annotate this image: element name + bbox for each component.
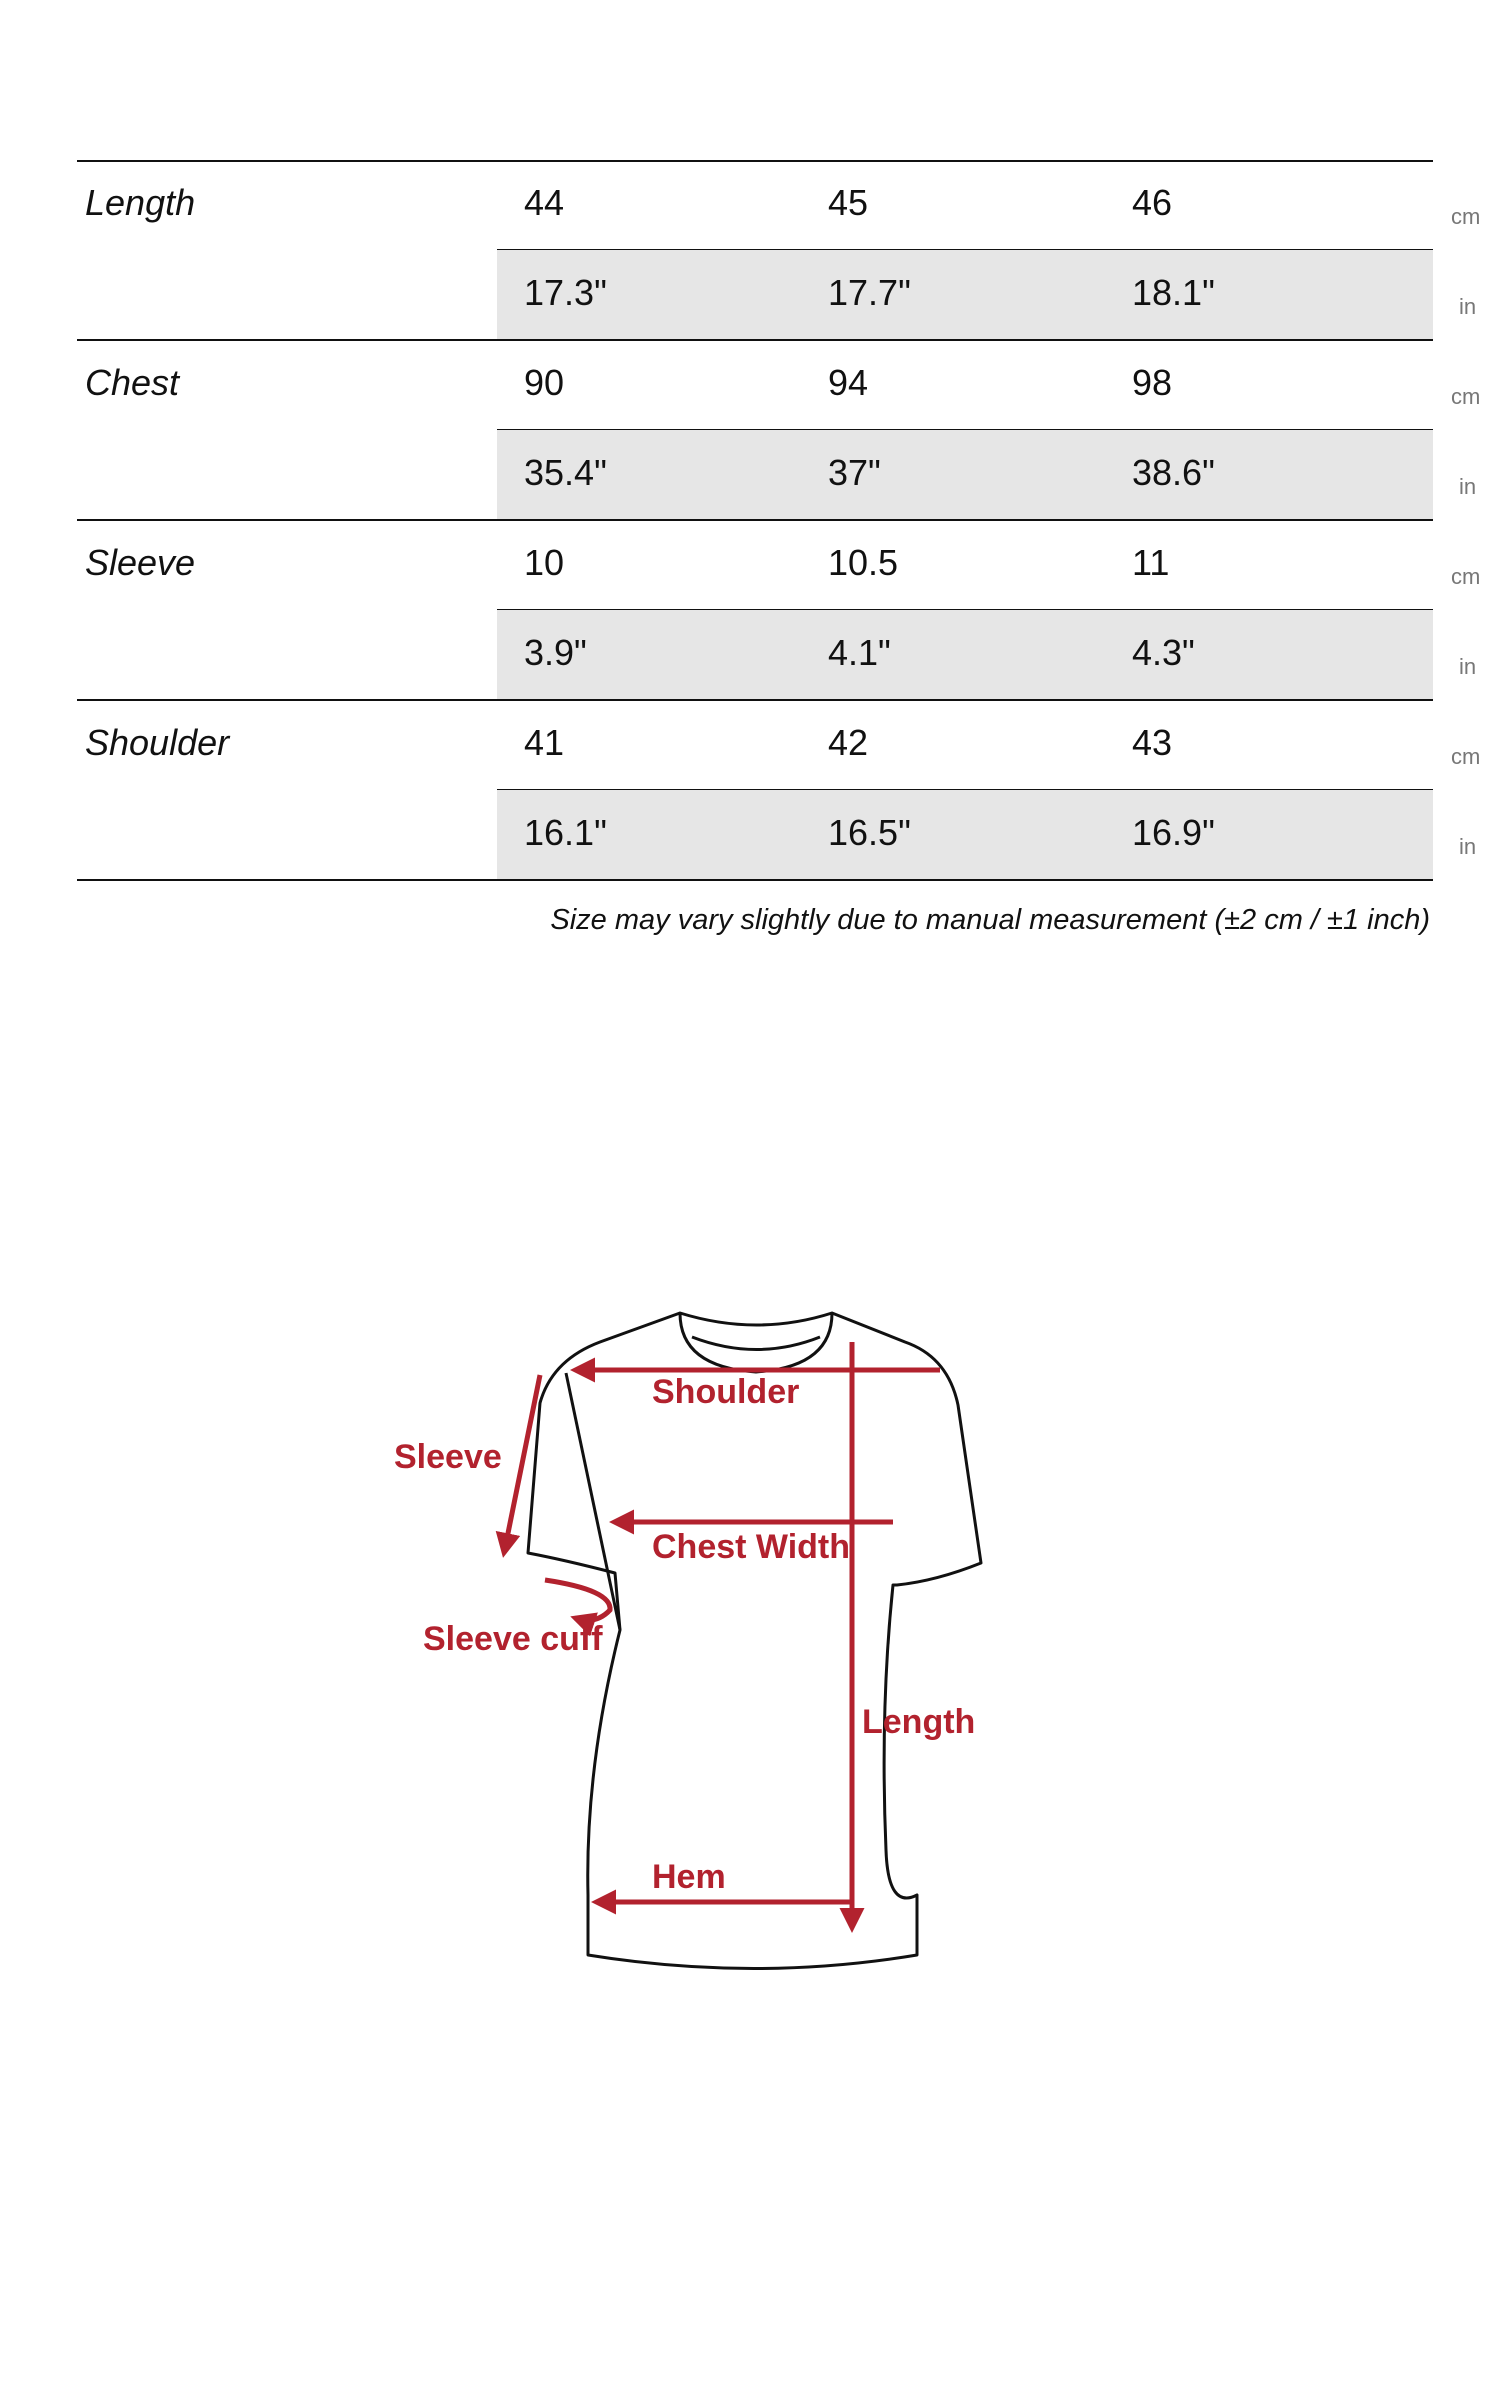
unit-cm: cm [1451, 744, 1481, 769]
cm-value: 10 [524, 542, 565, 583]
row-shoulder [77, 700, 1481, 880]
unit-cm: cm [1451, 204, 1481, 229]
size-table [77, 160, 1481, 880]
in-line [497, 430, 1477, 520]
row-label: Shoulder [85, 722, 230, 763]
label-sleeve: Sleeve [394, 1438, 502, 1476]
table-rule [77, 879, 1433, 881]
label-sleeve-cuff: Sleeve cuff [423, 1620, 603, 1658]
in-value: 17.3" [524, 272, 607, 313]
unit-in: in [1459, 474, 1477, 499]
unit-in: in [1459, 294, 1477, 319]
cm-value: 43 [1132, 722, 1173, 763]
cm-value: 98 [1132, 362, 1173, 403]
in-value: 16.1" [524, 812, 607, 853]
unit-in: in [1459, 654, 1477, 679]
in-value: 4.3" [1132, 632, 1195, 673]
row-sleeve [77, 520, 1481, 700]
row-label: Sleeve [85, 542, 196, 583]
label-hem: Hem [652, 1858, 726, 1896]
cm-value: 42 [828, 722, 869, 763]
label-chest-width: Chest Width [652, 1528, 851, 1566]
in-line [497, 250, 1477, 340]
in-value: 3.9" [524, 632, 587, 673]
cm-line [497, 520, 1481, 610]
measurement-note: Size may vary slightly due to manual measurement (±2 cm / ±1 inch) [550, 904, 1430, 936]
unit-in: in [1459, 834, 1477, 859]
cm-value: 90 [524, 362, 565, 403]
cm-value: 94 [828, 362, 869, 403]
row-chest [77, 340, 1481, 520]
in-value: 4.1" [828, 632, 891, 673]
cm-line [497, 160, 1481, 250]
in-value: 16.5" [828, 812, 911, 853]
in-value: 18.1" [1132, 272, 1215, 313]
row-label: Length [85, 182, 196, 223]
in-value: 38.6" [1132, 452, 1215, 493]
tshirt-measurement-diagram [0, 1290, 1500, 1990]
cm-line [497, 700, 1481, 790]
row-label: Chest [85, 362, 180, 403]
cm-value: 44 [524, 182, 565, 223]
unit-cm: cm [1451, 564, 1481, 589]
in-value: 16.9" [1132, 812, 1215, 853]
cm-value: 11 [1132, 542, 1170, 583]
cm-value: 45 [828, 182, 869, 223]
unit-cm: cm [1451, 384, 1481, 409]
in-value: 35.4" [524, 452, 607, 493]
in-line [497, 610, 1477, 700]
row-length [77, 160, 1481, 340]
cm-value: 10.5 [828, 542, 899, 583]
label-shoulder: Shoulder [652, 1373, 800, 1411]
cuff-arrow [545, 1580, 610, 1620]
cm-value: 41 [524, 722, 565, 763]
in-value: 17.7" [828, 272, 911, 313]
in-line [497, 790, 1477, 880]
label-length: Length [862, 1703, 976, 1741]
in-value: 37" [828, 452, 881, 493]
cm-value: 46 [1132, 182, 1173, 223]
cm-line [497, 340, 1481, 430]
